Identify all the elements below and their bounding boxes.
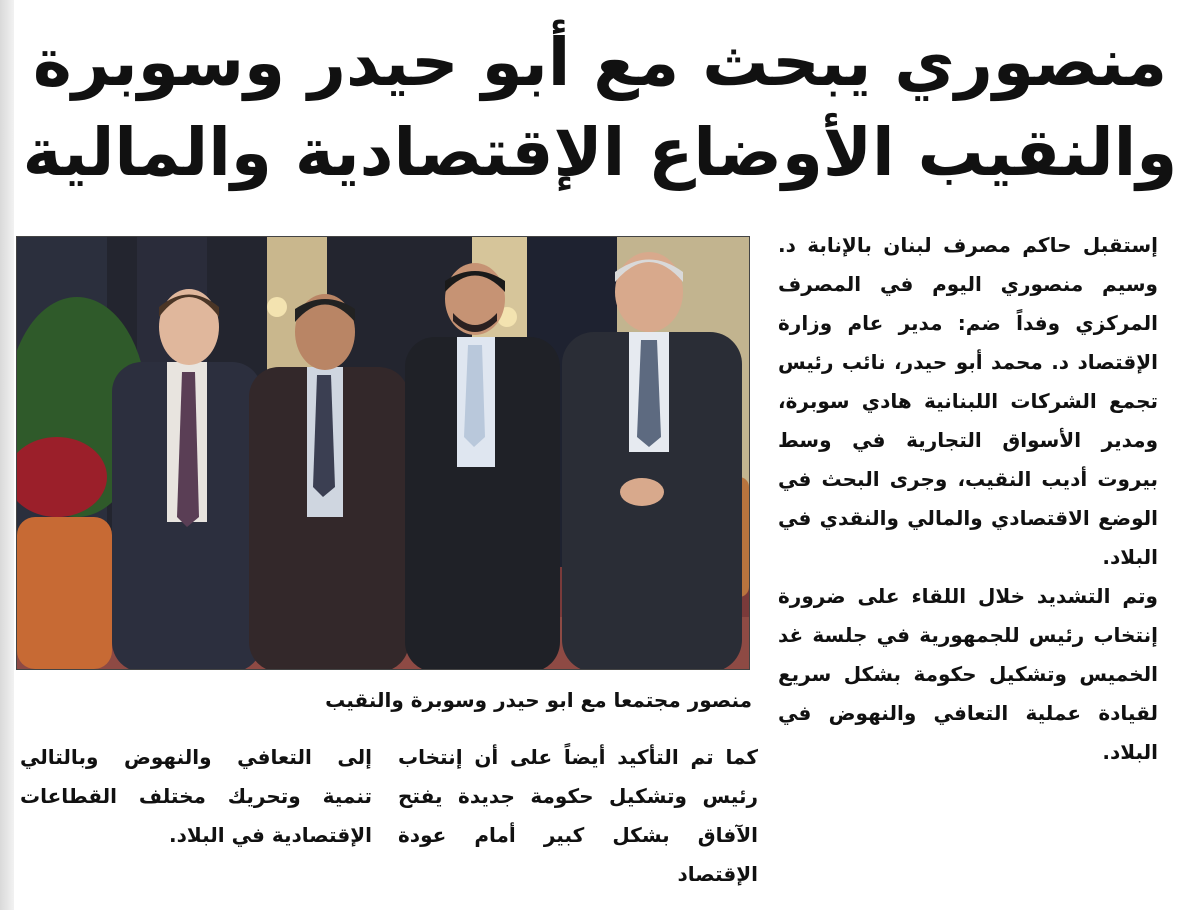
article-headline [20,18,1180,198]
article-column-right [778,226,1158,772]
article-paragraph-4: إلى التعافي والنهوض وبالتالي تنمية وتحريك مختلف القطاعات الإقتصادية في البلاد. [20,745,372,847]
headline-line-2: والنقيب الأوضاع الإقتصادية والمالية [22,114,1178,191]
article-column-left [20,738,372,855]
meeting-photo [16,236,750,670]
article-paragraph-3: كما تم التأكيد أيضاً على أن إنتخاب رئيس وتشكيل حكومة جديدة يفتح الآفاق بشكل كبير أمام عودة الإقتصاد [398,745,758,886]
article-paragraph-1: إستقبل حاكم مصرف لبنان بالإنابة د. وسيم منصوري اليوم في المصرف المركزي وفداً ضم: مدير عام وزارة الإقتصاد د. محمد أبو حيدر، نائب رئيس تجمع الشركات اللبنانية هادي سوبرة، ومدير الأسواق التجارية في وسط بيروت أديب النقيب، وجرى البحث في الوضع الاقتصادي والمالي والنقدي في البلاد. [778,233,1158,569]
photo-caption: منصور مجتمعا مع ابو حيدر وسوبرة والنقيب [325,688,752,712]
article-column-middle [398,738,758,894]
page-edge-shadow [0,0,14,910]
headline-line-1: منصوري يبحث مع أبو حيدر وسوبرة [32,24,1168,101]
article-paragraph-2: وتم التشديد خلال اللقاء على ضرورة إنتخاب رئيس للجمهورية في جلسة غد الخميس وتشكيل حكومة بشكل سريع لقيادة عملية التعافي والنهوض في البلاد. [778,584,1158,764]
